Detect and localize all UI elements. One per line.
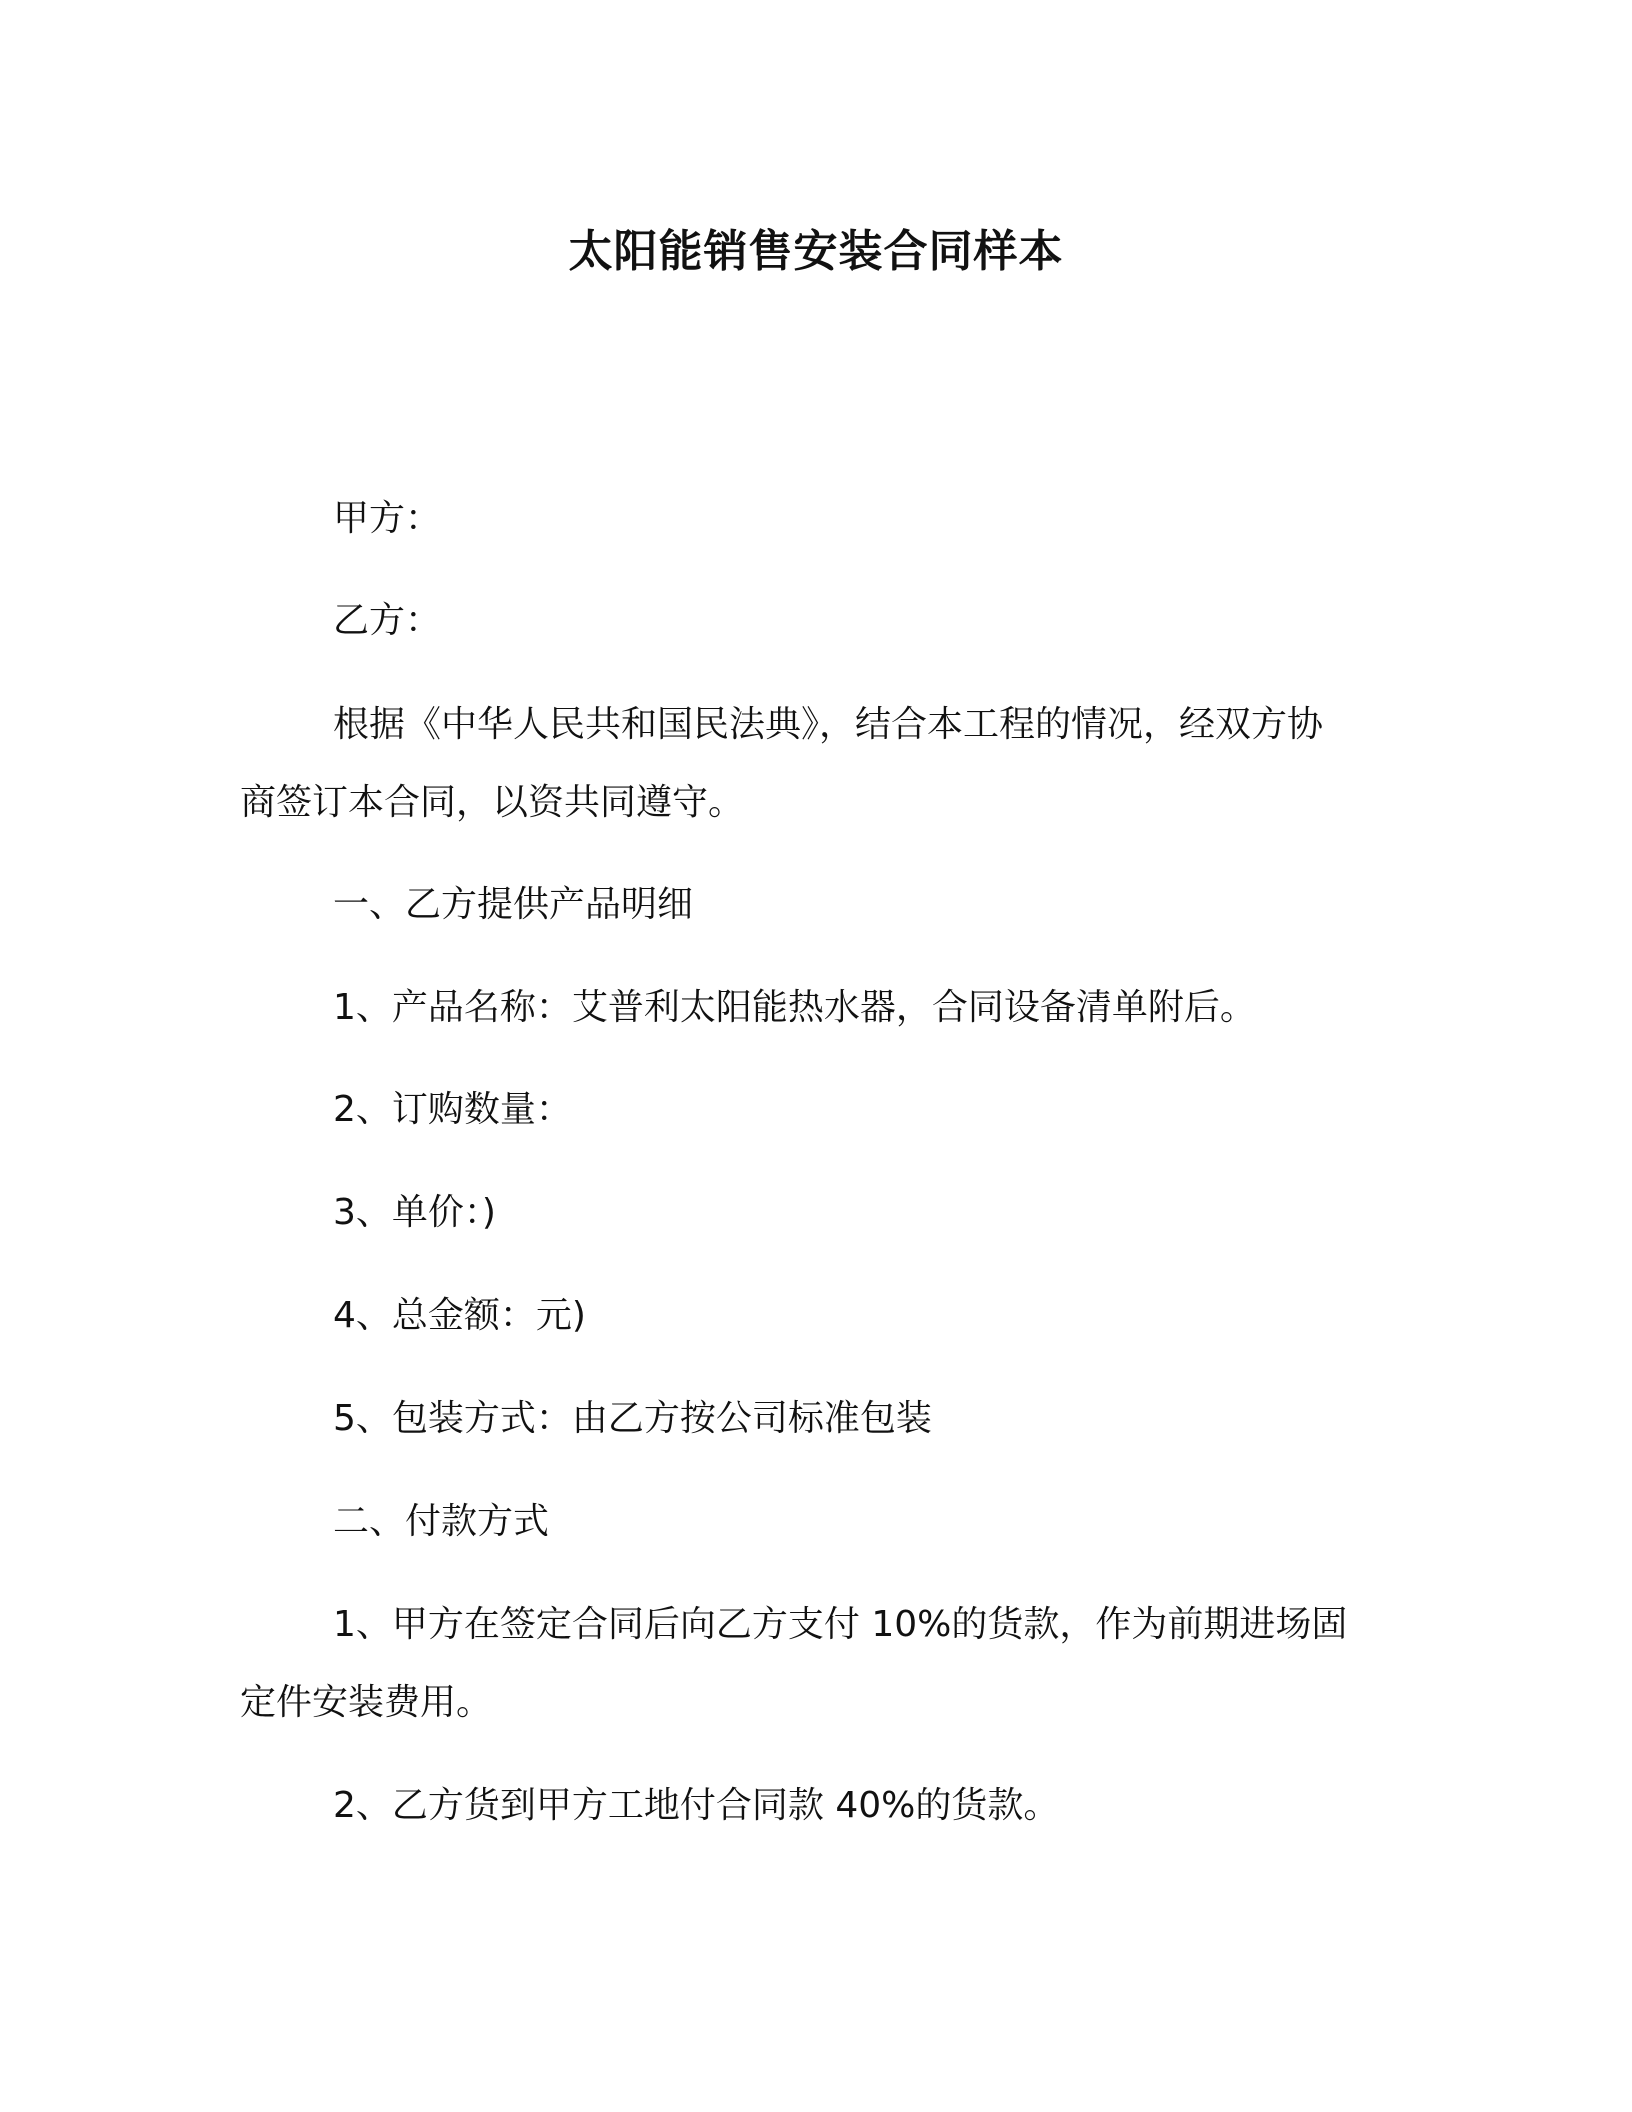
preamble-line-2: 商签订本合同，以资共同遵守。: [240, 782, 745, 823]
section-2-item-2: 2、乙方货到甲方工地付合同款 40%的货款。: [333, 1785, 1060, 1826]
section-1-item-unit-price: 3、单价：): [333, 1192, 496, 1233]
section-2-item-1-line-1: 1、甲方在签定合同后向乙方支付 10%的货款，作为前期进场固: [333, 1604, 1348, 1645]
section-1-item-total-amount: 4、总金额：元): [333, 1295, 586, 1336]
party-a-label: 甲方：: [333, 498, 442, 539]
section-1-heading: 一、乙方提供产品明细: [333, 884, 694, 925]
preamble-line-1: 根据《中华人民共和国民法典》，结合本工程的情况，经双方协: [333, 704, 1324, 745]
document-title: 太阳能销售安装合同样本: [568, 226, 1064, 277]
section-1-item-product-name: 1、产品名称：艾普利太阳能热水器，合同设备清单附后。: [333, 987, 1256, 1028]
party-b-label: 乙方：: [333, 600, 442, 641]
section-1-item-packaging: 5、包装方式：由乙方按公司标准包装: [333, 1398, 932, 1439]
section-1-item-quantity: 2、订购数量：: [333, 1089, 572, 1130]
section-2-heading: 二、付款方式: [333, 1501, 550, 1542]
section-2-item-1-line-2: 定件安装费用。: [240, 1682, 493, 1723]
